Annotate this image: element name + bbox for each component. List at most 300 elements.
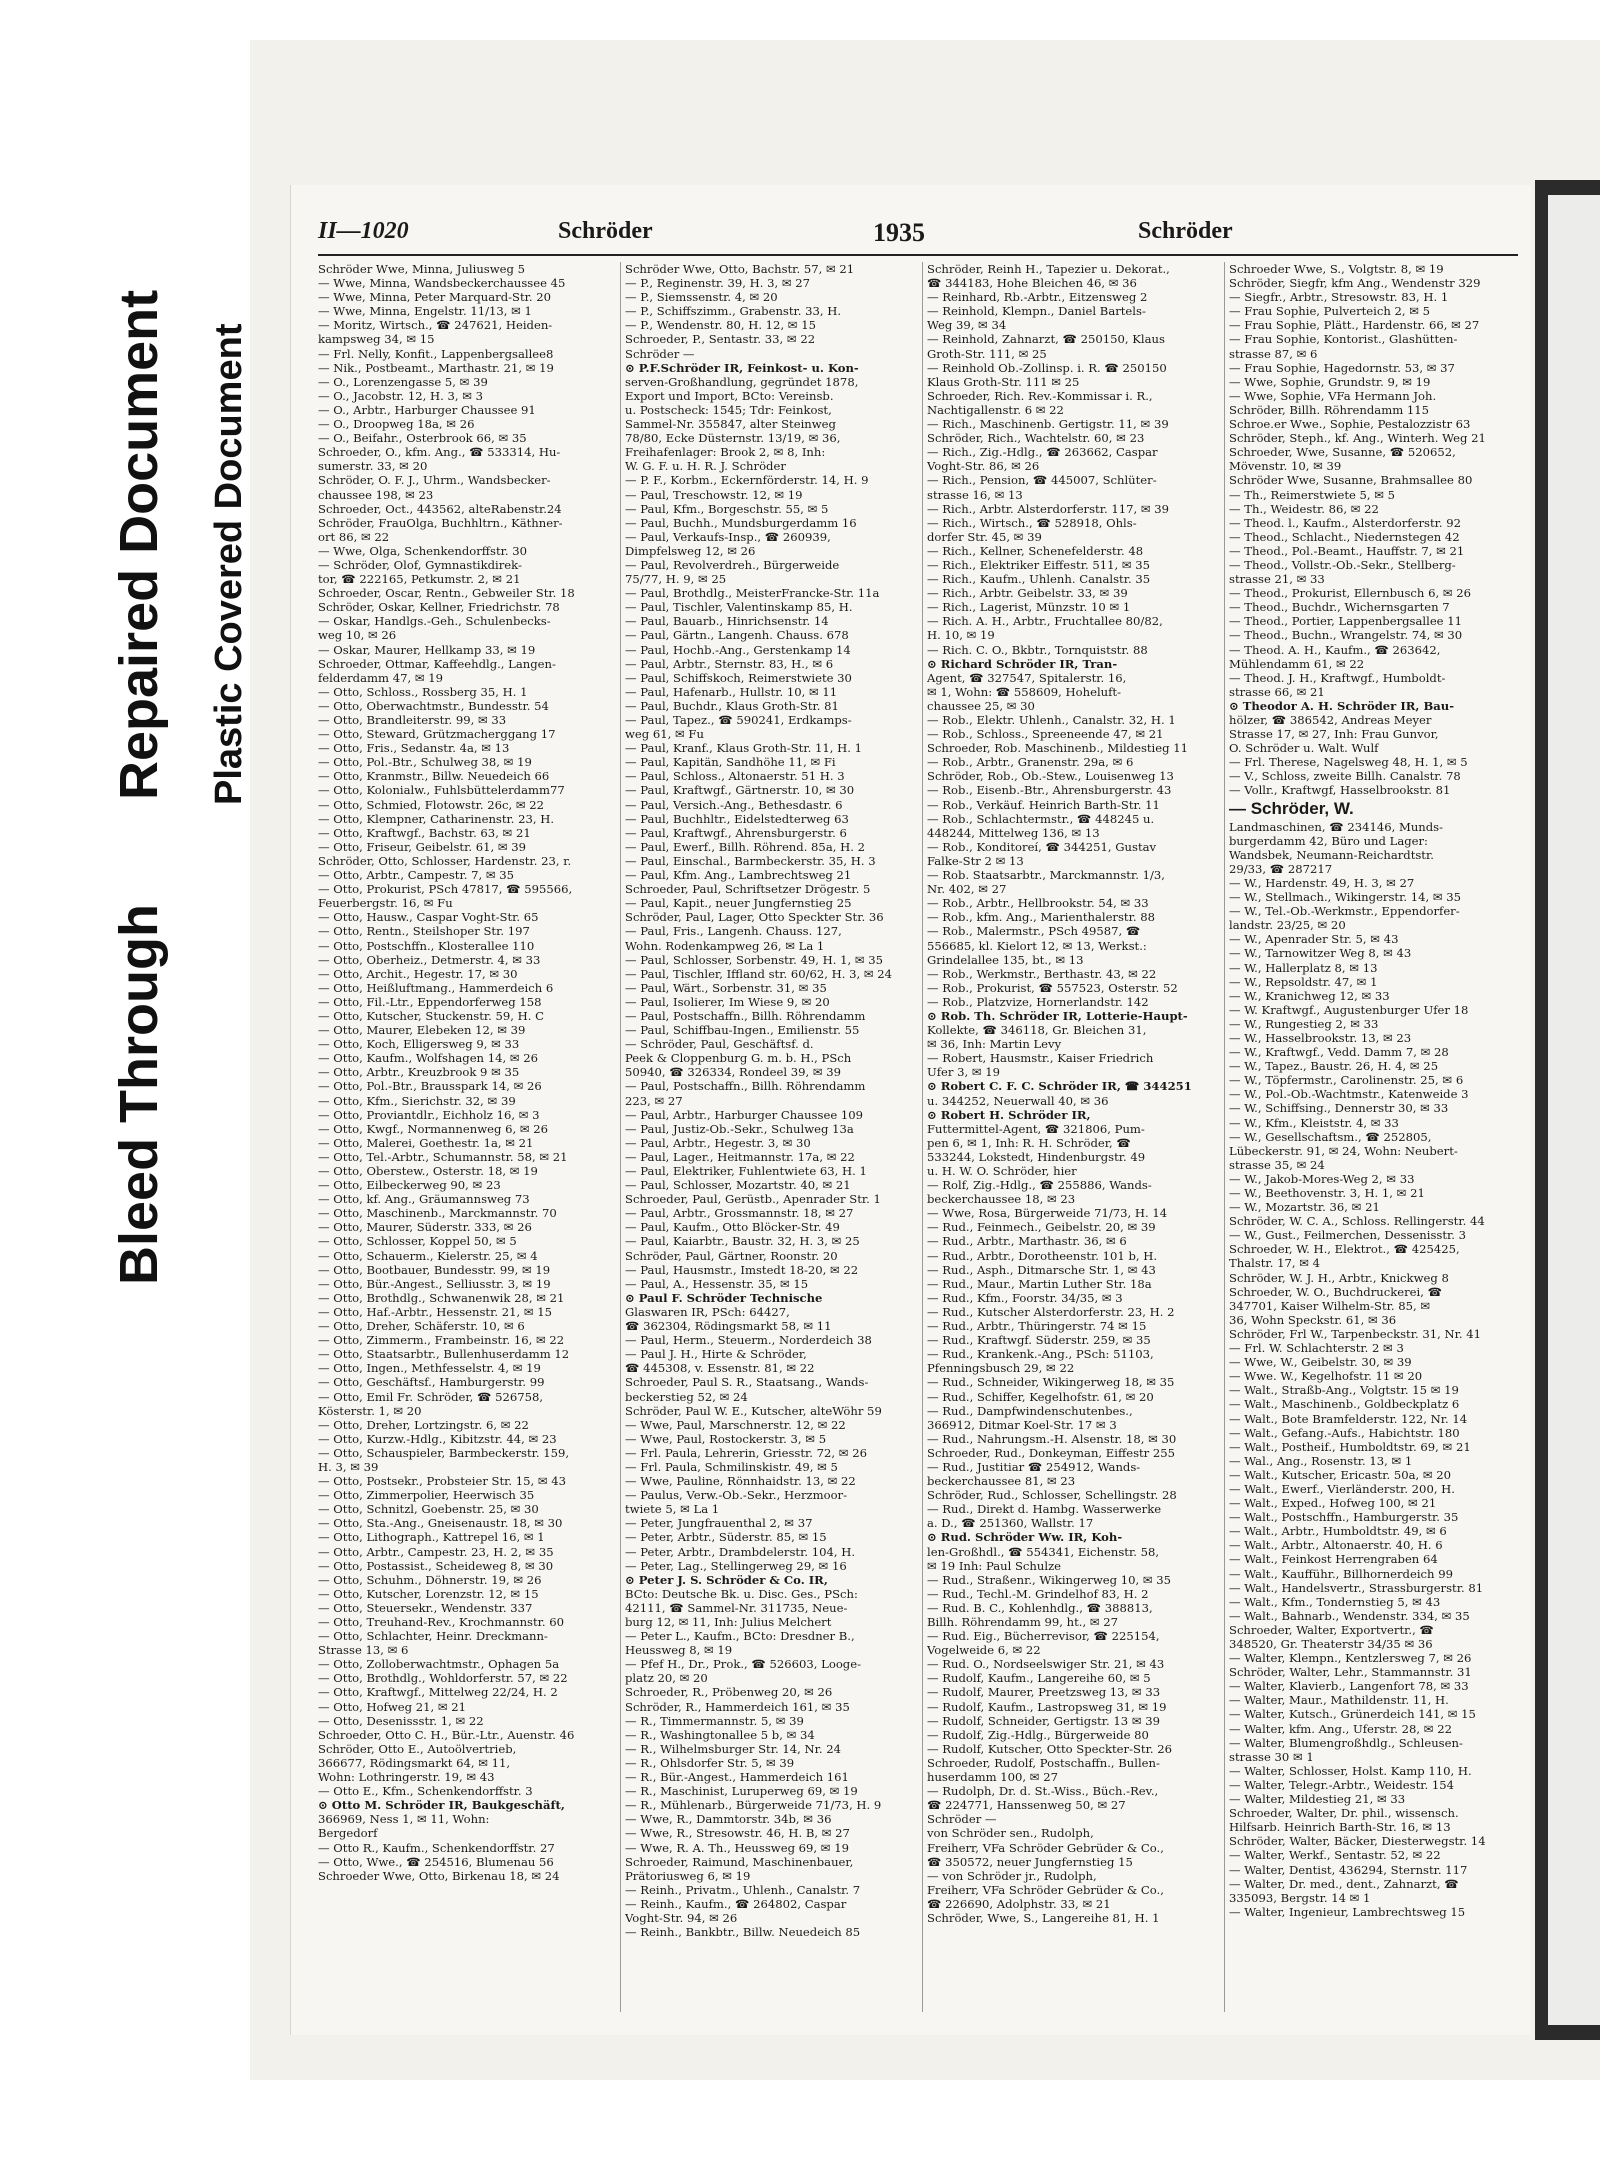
directory-entry: Wohn: Lothringerstr. 19, ✉ 43 — [318, 1770, 495, 1785]
bleed-through-stamp: Bleed Through — [109, 904, 169, 1285]
directory-entry: — Walter, Schlosser, Holst. Kamp 110, H. — [1229, 1763, 1472, 1778]
directory-entry: 533244, Lokstedt, Hindenburgstr. 49 — [927, 1149, 1146, 1164]
directory-entry: — Walter, Kutsch., Grünerdeich 141, ✉ 15 — [1229, 1707, 1476, 1722]
directory-entry: Weg 39, ✉ 34 — [927, 318, 1007, 333]
directory-entry: — von Schröder jr., Rudolph, — [927, 1868, 1097, 1883]
directory-entry: burgerdamm 42, Büro und Lager: — [1229, 833, 1428, 848]
directory-entry: — Reinhold Ob.-Zollinsp. i. R. ☎ 250150 — [927, 360, 1167, 375]
directory-entry: W. G. F. u. H. R. J. Schröder — [625, 459, 786, 474]
directory-entry: — Otto, Steward, Grützmacherggang 17 — [318, 727, 556, 742]
directory-entry: — Otto, Prokurist, PSch 47817, ☎ 595566, — [318, 882, 573, 897]
directory-entry: — O., Arbtr., Harburger Chaussee 91 — [318, 402, 536, 417]
directory-entry: — Paul, Einschal., Barmbeckerstr. 35, H. 3 — [625, 853, 876, 868]
directory-entry: len-Großhdl., ☎ 554341, Eichenstr. 58, — [927, 1544, 1160, 1559]
directory-entry: — Rob., Arbtr., Granenstr. 29a, ✉ 6 — [927, 755, 1134, 770]
directory-entry: Groth-Str. 111, ✉ 25 — [927, 346, 1047, 361]
directory-entry: — Wwe, Sophie, Grundstr. 9, ✉ 19 — [1229, 374, 1431, 389]
directory-entry: — Otto, Fris., Sedanstr. 4a, ✉ 13 — [318, 741, 510, 756]
directory-entry: — O., Beifahr., Osterbrook 66, ✉ 35 — [318, 431, 527, 446]
directory-entry: — Paul, Kfm., Borgeschstr. 55, ✉ 5 — [625, 501, 829, 516]
directory-entry: Schroeder, R., Pröbenweg 20, ✉ 26 — [625, 1685, 833, 1700]
directory-entry: — Moritz, Wirtsch., ☎ 247621, Heiden- — [318, 318, 553, 333]
directory-entry: ⊙ Robert C. F. C. Schröder IR, ☎ 344251 — [927, 1079, 1192, 1094]
directory-entry: 348520, Gr. Theaterstr 34/35 ✉ 36 — [1229, 1637, 1433, 1651]
directory-entry: — Theod., Portier, Lappenbergsallee 11 — [1229, 614, 1462, 629]
directory-entry: Glaswaren IR, PSch: 64427, — [625, 1304, 790, 1319]
directory-entry: — Otto R., Kaufm., Schenkendorffstr. 27 — [318, 1840, 555, 1855]
directory-entry: — Paul, Kaufm., Otto Blöcker-Str. 49 — [625, 1220, 840, 1235]
directory-entry: — Theod., Buchdr., Wichernsgarten 7 — [1229, 600, 1450, 615]
directory-entry: Wandsbek, Neumann-Reichardtstr. — [1229, 847, 1434, 862]
directory-entry: Thalstr. 17, ✉ 4 — [1229, 1256, 1320, 1271]
directory-entry: sumerstr. 33, ✉ 20 — [318, 459, 428, 474]
directory-entry: — Walt., Ewerf., Vierländerstr. 200, H. — [1229, 1481, 1455, 1496]
directory-entry: — Paul, Tischler, Iffland str. 60/62, H. 3, ✉ 24 — [625, 966, 892, 981]
directory-entry: Schröder, Paul, Lager, Otto Speckter Str. 36 — [625, 910, 884, 925]
directory-entry: — Walt., Kaufführ., Billhornerdeich 99 — [1229, 1566, 1453, 1581]
directory-entry: 50940, ☎ 326334, Rondeel 39, ✉ 39 — [625, 1065, 841, 1080]
directory-entry: ☎ 350572, neuer Jungfernstieg 15 — [927, 1854, 1133, 1869]
directory-entry: — W., Kranichweg 12, ✉ 33 — [1229, 988, 1390, 1003]
directory-entry: ⊙ Rud. Schröder Ww. IR, Koh- — [927, 1530, 1123, 1545]
directory-entry: burg 12, ✉ 11, Inh: Julius Melchert — [625, 1615, 832, 1629]
directory-entry: Schröder Wwe, Minna, Juliusweg 5 — [318, 262, 526, 276]
directory-entry: Schroeder, Paul S. R., Staatsang., Wands- — [625, 1375, 869, 1390]
directory-entry: — Otto, Schloss., Rossberg 35, H. 1 — [318, 684, 528, 699]
directory-entry: — Frau Sophie, Plätt., Hardenstr. 66, ✉ 27 — [1229, 318, 1480, 333]
directory-entry: — Paul J. H., Hirte & Schröder, — [625, 1347, 807, 1362]
directory-entry: — Paul, Buchh., Mundsburgerdamm 16 — [625, 515, 857, 530]
directory-entry: — W., Tarnowitzer Weg 8, ✉ 43 — [1229, 946, 1412, 961]
directory-entry: weg 61, ✉ Fu — [625, 727, 704, 742]
directory-entry: — Paul, Isolierer, Im Wiese 9, ✉ 20 — [625, 994, 830, 1009]
repaired-document-stamp: Repaired Document — [109, 289, 169, 800]
directory-entry: — Walt., Bote Bramfelderstr. 122, Nr. 14 — [1229, 1411, 1468, 1426]
directory-entry: — Walter, Dentist, 436294, Sternstr. 117 — [1229, 1862, 1468, 1877]
directory-entry: von Schröder sen., Rudolph, — [927, 1826, 1094, 1841]
directory-entry: ⊙ Theodor A. H. Schröder IR, Bau- — [1229, 698, 1455, 713]
directory-entry: Schröder, W. C. A., Schloss. Rellingerstr. 44 — [1229, 1214, 1485, 1229]
directory-entry: — Paul, Versich.-Ang., Bethesdastr. 6 — [625, 797, 843, 812]
directory-entry: — Paul, Arbtr., Grossmannstr. 18, ✉ 27 — [625, 1206, 854, 1221]
directory-entry: — Rudolf, Kutscher, Otto Speckter-Str. 26 — [927, 1741, 1172, 1756]
directory-entry: — Rud., Techl.-M. Grindelhof 83, H. 2 — [927, 1586, 1149, 1601]
directory-entry: Schroeder, Wwe, Susanne, ☎ 520652, — [1229, 445, 1456, 460]
directory-entry: — W., Gust., Feilmerchen, Dessenisstr. 3 — [1229, 1228, 1467, 1243]
directory-entry: — Otto, Kwgf., Normannenweg 6, ✉ 26 — [318, 1121, 549, 1136]
directory-entry: — Otto, Malerei, Goethestr. 1a, ✉ 21 — [318, 1135, 534, 1150]
facing-page — [1548, 195, 1600, 2025]
directory-entry: — Paul, Schlosser, Sorbenstr. 49, H. 1, ✉ 35 — [625, 952, 883, 967]
directory-entry: ✉ 19 Inh: Paul Schulze — [927, 1558, 1062, 1573]
directory-entry: — Paul, Herm., Steuerm., Norderdeich 38 — [625, 1333, 872, 1348]
directory-entry: Schröder, Siegfr, kfm Ang., Wendenstr 329 — [1229, 276, 1481, 291]
directory-entry: strasse 16, ✉ 13 — [927, 487, 1023, 502]
directory-entry: — Otto, Dreher, Lortzingstr. 6, ✉ 22 — [318, 1417, 529, 1432]
directory-entry: — W., Hardenstr. 49, H. 3, ✉ 27 — [1229, 875, 1415, 890]
plastic-covered-stamp: Plastic Covered Document — [208, 323, 250, 805]
directory-entry: Vogelweide 6, ✉ 22 — [927, 1643, 1041, 1658]
directory-entry: — Walter, Mildestieg 21, ✉ 33 — [1229, 1792, 1406, 1807]
directory-entry: — Reinh., Privatm., Uhlenh., Canalstr. 7 — [625, 1882, 861, 1897]
directory-entry: — R., Bür.-Angest., Hammerdeich 161 — [625, 1770, 849, 1785]
directory-entry: — Theod., Pol.-Beamt., Hauffstr. 7, ✉ 21 — [1229, 543, 1465, 558]
directory-entry: — Rud. O., Nordseelswiger Str. 21, ✉ 43 — [927, 1657, 1165, 1672]
directory-entry: — Siegfr., Arbtr., Stresowstr. 83, H. 1 — [1229, 290, 1449, 305]
directory-entry: — Rud., Dampfwindenschutenbes., — [927, 1403, 1133, 1418]
directory-entry: ☎ 445308, v. Essenstr. 81, ✉ 22 — [625, 1361, 815, 1376]
directory-entry: — Walter, Telegr.-Arbtr., Weidestr. 154 — [1229, 1777, 1455, 1792]
directory-entry: — Reinh., Kaufm., ☎ 264802, Caspar — [625, 1896, 847, 1911]
directory-entry: — Walt., Feinkost Herrengraben 64 — [1229, 1552, 1438, 1567]
directory-entry: — Otto, Arbtr., Kreuzbrook 9 ✉ 35 — [318, 1065, 520, 1080]
directory-entry: — Walt., Straßb-Ang., Volgtstr. 15 ✉ 19 — [1229, 1383, 1459, 1398]
directory-entry: — Otto, Schlosser, Koppel 50, ✉ 5 — [318, 1234, 517, 1249]
directory-entry: — Walt., Exped., Hofweg 100, ✉ 21 — [1229, 1496, 1437, 1511]
directory-entry: — Otto, Kraftwgf., Bachstr. 63, ✉ 21 — [318, 825, 531, 840]
directory-entry: — Paul, Kapitän, Sandhöhe 11, ✉ Fi — [625, 755, 836, 770]
directory-entry: ⊙ Peter J. S. Schröder & Co. IR, — [625, 1572, 828, 1587]
directory-entry: — Rich., Kellner, Schenefelderstr. 48 — [927, 543, 1144, 558]
directory-entry: — Paul, Schloss., Altonaerstr. 51 H. 3 — [625, 769, 845, 784]
directory-entry: — Rob., Prokurist, ☎ 557523, Osterstr. 52 — [927, 980, 1178, 995]
directory-entry: — P., Reginenstr. 39, H. 3, ✉ 27 — [625, 276, 811, 291]
page-number: II—1020 — [318, 218, 409, 244]
directory-entry: Schroeder, Walter, Dr. phil., wissensch. — [1229, 1806, 1459, 1821]
directory-entry: Peek & Cloppenburg G. m. b. H., PSch — [625, 1051, 852, 1066]
directory-entry: ort 86, ✉ 22 — [318, 529, 390, 544]
directory-entry: — Otto, Kurzw.-Hdlg., Kibitzstr. 44, ✉ 23 — [318, 1431, 557, 1446]
directory-entry: — Rich., Wirtsch., ☎ 528918, Ohls- — [927, 515, 1137, 530]
directory-entry: — Otto, Ingen., Methfesselstr. 4, ✉ 19 — [318, 1361, 541, 1376]
directory-entry: 75/77, H. 9, ✉ 25 — [625, 572, 727, 587]
directory-entry: — Walt., Postschffn., Hamburgerstr. 35 — [1229, 1510, 1459, 1525]
directory-entry: Wohn. Rodenkampweg 26, ✉ La 1 — [625, 938, 825, 953]
directory-entry: Schröder, Walter, Bäcker, Diesterwegstr. 14 — [1229, 1834, 1486, 1849]
directory-entry: Schröder, FrauOlga, Buchhltrn., Käthner- — [318, 515, 563, 530]
directory-entry: Schröder, Rob., Ob.-Stew., Louisenweg 13 — [927, 769, 1174, 784]
directory-entry: Heussweg 8, ✉ 19 — [625, 1643, 733, 1658]
directory-entry: Schroeder, Oscar, Rentn., Gebweiler Str. 18 — [318, 586, 575, 601]
directory-entry: — Peter L., Kaufm., BCto: Dresdner B., — [625, 1629, 855, 1644]
directory-entry: — Paul, Buchhltr., Eidelstedterweg 63 — [625, 811, 849, 826]
column-3 — [922, 262, 1217, 2012]
directory-entry: Schroeder, Paul, Gerüstb., Apenrader Str. 1 — [625, 1192, 881, 1207]
directory-entry: Kollekte, ☎ 346118, Gr. Bleichen 31, — [927, 1023, 1147, 1038]
directory-entry: — Paul, Tapez., ☎ 590241, Erdkamps- — [625, 713, 852, 727]
directory-entry: — Otto, Geschäftsf., Hamburgerstr. 99 — [318, 1375, 545, 1390]
directory-entry: — Walt., Gefang.-Aufs., Habichtstr. 180 — [1229, 1425, 1460, 1440]
directory-entry: — Otto, Hausw., Caspar Voght-Str. 65 — [318, 910, 539, 925]
directory-entry: Grindelallee 135, bt., ✉ 13 — [927, 952, 1084, 967]
directory-entry: — Frau Sophie, Pulverteich 2, ✉ 5 — [1229, 304, 1431, 319]
directory-entry: Schröder, Billh. Röhrendamm 115 — [1229, 402, 1430, 417]
directory-entry: — Otto, Friseur, Geibelstr. 61, ✉ 39 — [318, 839, 527, 854]
directory-entry: — Rob., Malermstr., PSch 49587, ☎ — [927, 924, 1141, 939]
directory-entry: — Rich., Elektriker Eiffestr. 511, ✉ 35 — [927, 557, 1150, 572]
directory-entry: — Otto, Treuhand-Rev., Krochmannstr. 60 — [318, 1615, 565, 1629]
directory-entry: — Rob., Platzvize, Hornerlandstr. 142 — [927, 994, 1149, 1009]
directory-entry: 36, Wohn Speckstr. 61, ✉ 36 — [1229, 1312, 1397, 1327]
directory-entry: Schroeder, Ottmar, Kaffeehdlg., Langen- — [318, 656, 556, 671]
directory-entry: Schröder, Wwe, S., Langereihe 81, H. 1 — [927, 1910, 1160, 1925]
directory-entry: — Rud., Straßenr., Wikingerweg 10, ✉ 35 — [927, 1572, 1172, 1587]
header-year: 1935 — [873, 218, 925, 247]
directory-entry: Schroeder, Rob. Maschinenb., Mildestieg 11 — [927, 741, 1188, 756]
directory-entry: landstr. 23/25, ✉ 20 — [1229, 918, 1346, 933]
directory-entry: — W., Beethovenstr. 3, H. 1, ✉ 21 — [1229, 1186, 1425, 1200]
directory-entry: Freiherr, VFa Schröder Gebrüder & Co., — [927, 1882, 1164, 1897]
directory-entry: strasse 21, ✉ 33 — [1229, 572, 1325, 587]
directory-entry: — Paul, Hafenarb., Hullstr. 10, ✉ 11 — [625, 684, 838, 699]
directory-entry: — W., Hasselbrookstr. 13, ✉ 23 — [1229, 1030, 1412, 1045]
directory-entry: — R., Washingtonallee 5 b, ✉ 34 — [625, 1727, 815, 1742]
directory-entry: Schröder Wwe, Susanne, Brahmsallee 80 — [1229, 473, 1473, 488]
directory-entry: — Otto, Zolloberwachtmstr., Ophagen 5a — [318, 1657, 560, 1672]
directory-entry: — Rud., Arbtr., Marthastr. 36, ✉ 6 — [927, 1234, 1127, 1249]
directory-entry: — W., Gesellschaftsm., ☎ 252805, — [1229, 1129, 1432, 1144]
directory-entry: Falke-Str 2 ✉ 13 — [927, 853, 1024, 868]
directory-entry: — Frl. Paula, Schmilinskistr. 49, ✉ 5 — [625, 1459, 838, 1474]
directory-entry: — Rudolf, Maurer, Preetzsweg 13, ✉ 33 — [927, 1685, 1161, 1700]
directory-entry: — Peter, Jungfrauenthal 2, ✉ 37 — [625, 1516, 813, 1531]
directory-entry: Schroeder, W. H., Elektrot., ☎ 425425, — [1229, 1242, 1460, 1257]
directory-entry: — Rud., Arbtr., Dorotheenstr. 101 b, H. — [927, 1248, 1158, 1263]
directory-entry: Dimpfelsweg 12, ✉ 26 — [625, 543, 756, 558]
directory-entry: Lübeckerstr. 91, ✉ 24, Wohn: Neubert- — [1229, 1143, 1458, 1158]
directory-entry: — Otto, Arbtr., Campestr. 23, H. 2, ✉ 35 — [318, 1544, 554, 1559]
directory-entry: — Walt., Maschinenb., Goldbeckplatz 6 — [1229, 1397, 1460, 1412]
directory-entry: — Paul, Arbtr., Hegestr. 3, ✉ 30 — [625, 1135, 811, 1150]
directory-entry: Schroeder, Rich. Rev.-Kommissar i. R., — [927, 388, 1153, 403]
directory-entry: 78/80, Ecke Düsternstr. 13/19, ✉ 36, — [625, 431, 841, 446]
directory-entry: chaussee 25, ✉ 30 — [927, 698, 1035, 713]
directory-entry: — Rich. A. H., Arbtr., Fruchtallee 80/82, — [927, 614, 1163, 629]
directory-entry: Schröder, R., Hammerdeich 161, ✉ 35 — [625, 1699, 850, 1714]
directory-entry: — Otto, Desenissstr. 1, ✉ 22 — [318, 1713, 484, 1728]
directory-entry: — W., Schiffsing., Dennerstr 30, ✉ 33 — [1229, 1101, 1449, 1116]
directory-entry: — W., Kraftwgf., Vedd. Damm 7, ✉ 28 — [1229, 1045, 1449, 1060]
column-4 — [1224, 262, 1519, 2012]
directory-entry: — Wwe, Minna, Peter Marquard-Str. 20 — [318, 290, 552, 305]
directory-entry: — Paul, Fris., Langenh. Chauss. 127, — [625, 924, 842, 939]
directory-entry: Schroeder, P., Sentastr. 33, ✉ 22 — [625, 332, 816, 347]
directory-entry: Schroeder, Raimund, Maschinenbauer, — [625, 1854, 854, 1869]
directory-entry: — Frau Sophie, Kontorist., Glashütten- — [1229, 332, 1458, 347]
directory-entry: strasse 35, ✉ 24 — [1229, 1157, 1325, 1172]
directory-entry: — Frau Sophie, Hagedornstr. 53, ✉ 37 — [1229, 360, 1455, 375]
directory-entry: chaussee 198, ✉ 23 — [318, 487, 434, 502]
directory-entry: — Paul, Hausmstr., Imstedt 18-20, ✉ 22 — [625, 1262, 859, 1277]
directory-entry: Schröder, Oskar, Kellner, Friedrichstr. 78 — [318, 600, 560, 615]
directory-entry: Schroeder, Otto C. H., Bür.-Ltr., Auenstr. 46 — [318, 1727, 575, 1742]
directory-entry: dorfer Str. 45, ✉ 39 — [927, 529, 1042, 544]
directory-entry: — Rich., Maschinenb. Gertigstr. 11, ✉ 39 — [927, 417, 1169, 432]
directory-entry: — Otto, Oberstew., Osterstr. 18, ✉ 19 — [318, 1164, 538, 1178]
directory-entry: Export und Import, BCto: Vereinsb. — [625, 388, 834, 403]
directory-entry: — Otto, Postassist., Scheideweg 8, ✉ 30 — [318, 1558, 554, 1573]
directory-entry: — Wwe, Olga, Schenkendorffstr. 30 — [318, 543, 528, 558]
directory-entry: kampsweg 34, ✉ 15 — [318, 332, 435, 347]
directory-entry: — Otto, Emil Fr. Schröder, ☎ 526758, — [318, 1389, 544, 1404]
directory-entry: — Rich., Arbtr. Geibelstr. 33, ✉ 39 — [927, 586, 1128, 601]
directory-entry: 335093, Bergstr. 14 ✉ 1 — [1229, 1890, 1371, 1905]
directory-entry: — Otto, Koch, Elligersweg 9, ✉ 33 — [318, 1037, 520, 1052]
directory-entry: — Rud., Kraftwgf. Süderstr. 259, ✉ 35 — [927, 1333, 1151, 1348]
directory-entry: ⊙ Rob. Th. Schröder IR, Lotterie-Haupt- — [927, 1008, 1188, 1023]
directory-entry: — Otto, Bootbauer, Bundesstr. 99, ✉ 19 — [318, 1262, 551, 1277]
directory-entry: — Rob., Eisenb.-Btr., Ahrensburgerstr. 43 — [927, 783, 1172, 798]
directory-entry: — Paul, Gärtn., Langenh. Chauss. 678 — [625, 628, 849, 643]
directory-entry: Agent, ☎ 327547, Spitalerstr. 16, — [927, 670, 1127, 685]
directory-entry: — O., Jacobstr. 12, H. 3, ✉ 3 — [318, 388, 483, 403]
directory-entry: felderdamm 47, ✉ 19 — [318, 670, 443, 685]
directory-entry: — Rud., Schneider, Wikingerweg 18, ✉ 35 — [927, 1375, 1175, 1390]
directory-entry: — Otto, Klempner, Catharinenstr. 23, H. — [318, 811, 555, 826]
directory-entry: strasse 30 ✉ 1 — [1229, 1749, 1314, 1764]
directory-entry: Schröder, Walter, Lehr., Stammannstr. 31 — [1229, 1665, 1472, 1680]
directory-entry: — Paul, Verkaufs-Insp., ☎ 260939, — [625, 529, 831, 544]
directory-entry: ☎ 226690, Adolphstr. 33, ✉ 21 — [927, 1896, 1111, 1911]
directory-entry: — Rud. B. C., Kohlenhdlg., ☎ 388813, — [927, 1600, 1153, 1615]
directory-entry: — Rud., Nahrungsm.-H. Alsenstr. 18, ✉ 30 — [927, 1431, 1177, 1446]
directory-entry: — Otto, Eilbeckerweg 90, ✉ 23 — [318, 1178, 501, 1193]
directory-entry: — W., Rungestieg 2, ✉ 33 — [1229, 1016, 1379, 1031]
directory-entry: — Paul, Tischler, Valentinskamp 85, H. — [625, 600, 853, 615]
directory-entry: — Walt., Postheif., Humboldtstr. 69, ✉ 21 — [1229, 1439, 1471, 1454]
directory-entry: — Otto, Kutscher, Lorenzstr. 12, ✉ 15 — [318, 1586, 539, 1601]
header-name-left: Schröder — [558, 218, 653, 244]
directory-entry: — P., Siemssenstr. 4, ✉ 20 — [625, 290, 778, 305]
directory-entry: u. Postscheck: 1545; Tdr: Feinkost, — [625, 402, 832, 417]
directory-entry: — Rolf, Zig.-Hdlg., ☎ 255886, Wands- — [927, 1178, 1152, 1193]
directory-entry: — W., Hallerplatz 8, ✉ 13 — [1229, 960, 1378, 975]
directory-entry: — P., Wendenstr. 80, H. 12, ✉ 15 — [625, 318, 816, 333]
directory-entry: — Rob., Schlachtermstr., ☎ 448245 u. — [927, 811, 1155, 826]
directory-entry: Prätoriusweg 6, ✉ 19 — [625, 1868, 751, 1883]
directory-entry: — Rob., Arbtr., Hellbrookstr. 54, ✉ 33 — [927, 896, 1149, 911]
directory-entry: — Rob., Werkmstr., Berthastr. 43, ✉ 22 — [927, 966, 1157, 981]
directory-entry: — Walter, Blumengroßhdlg., Schleusen- — [1229, 1735, 1463, 1750]
directory-entry: twiete 5, ✉ La 1 — [625, 1502, 720, 1517]
directory-entry: — Paul, Ewerf., Billh. Röhrend. 85a, H. 2 — [625, 839, 865, 854]
directory-entry: Schroeder, Paul, Schriftsetzer Drögestr. 5 — [625, 882, 871, 897]
directory-entry: — Otto, Haf.-Arbtr., Hessenstr. 21, ✉ 15 — [318, 1304, 552, 1319]
directory-entry: Schröder, Rich., Wachtelstr. 60, ✉ 23 — [927, 431, 1145, 446]
directory-entry: — Paul, Kraftwgf., Gärtnerstr. 10, ✉ 30 — [625, 783, 855, 798]
directory-entry: — W. Kraftwgf., Augustenburger Ufer 18 — [1229, 1002, 1469, 1017]
directory-entry: — Otto, Pol.-Btr., Brausspark 14, ✉ 26 — [318, 1079, 542, 1094]
directory-entry: — Wwe, Pauline, Rönnhaidstr. 13, ✉ 22 — [625, 1474, 856, 1489]
directory-entry: — Otto E., Kfm., Schenkendorffstr. 3 — [318, 1784, 533, 1799]
directory-entry: — Rob., Schloss., Spreeneende 47, ✉ 21 — [927, 727, 1164, 742]
directory-entry: — Paul, Elektriker, Fuhlentwiete 63, H. 1 — [625, 1164, 867, 1178]
directory-entry: — Walt., Arbtr., Altonaerstr. 40, H. 6 — [1229, 1538, 1443, 1553]
directory-entry: Hilfsarb. Heinrich Barth-Str. 16, ✉ 13 — [1229, 1820, 1451, 1835]
directory-entry: — Paul, Kapit., neuer Jungfernstieg 25 — [625, 896, 852, 911]
directory-entry: Mövenstr. 10, ✉ 39 — [1229, 459, 1342, 474]
directory-entry: — Walt., Kutscher, Ericastr. 50a, ✉ 20 — [1229, 1467, 1452, 1482]
directory-entry: — Paul, Buchdr., Klaus Groth-Str. 81 — [625, 698, 839, 713]
directory-entry: — P., Schiffszimm., Grabenstr. 33, H. — [625, 304, 842, 319]
directory-entry: — Rich., Pension, ☎ 445007, Schlüter- — [927, 473, 1157, 488]
directory-entry: — Peter, Arbtr., Drambdelerstr. 104, H. — [625, 1544, 855, 1559]
directory-entry: — W., Jakob-Mores-Weg 2, ✉ 33 — [1229, 1171, 1415, 1186]
directory-entry: ⊙ P.F.Schröder IR, Feinkost- u. Kon- — [625, 360, 859, 375]
directory-entry: — Otto, Schmied, Flotowstr. 26c, ✉ 22 — [318, 797, 545, 812]
directory-entry: Schröder, Paul W. E., Kutscher, alteWöhr 59 — [625, 1403, 882, 1418]
directory-entry: Billh. Röhrendamm 99, ht., ✉ 27 — [927, 1615, 1118, 1629]
directory-entry: Schröder, Rud., Schlosser, Schellingstr. 28 — [927, 1488, 1177, 1503]
directory-entry: — Otto, Kaufm., Wolfshagen 14, ✉ 26 — [318, 1051, 538, 1066]
directory-entry: Sammel-Nr. 355847, alter Steinweg — [625, 417, 836, 432]
directory-entry: — Rich., Zig.-Hdlg., ☎ 263662, Caspar — [927, 445, 1158, 460]
directory-entry: — Paul, Treschowstr. 12, ✉ 19 — [625, 487, 803, 502]
directory-entry: platz 20, ✉ 20 — [625, 1671, 708, 1686]
directory-entry: — Otto, Bür.-Angest., Selliusstr. 3, ✉ 19 — [318, 1276, 551, 1291]
directory-entry: — Otto, Tel.-Arbtr., Schumannstr. 58, ✉ 21 — [318, 1149, 568, 1164]
directory-entry: — Otto, Schauspieler, Barmbeckerstr. 159, — [318, 1445, 570, 1460]
directory-entry: — Wal., Ang., Rosenstr. 13, ✉ 1 — [1229, 1453, 1413, 1468]
directory-entry: Mühlendamm 61, ✉ 22 — [1229, 656, 1365, 671]
directory-entry: — Otto, Brandleiterstr. 99, ✉ 33 — [318, 713, 507, 727]
directory-entry: — Frl. W. Schlachterstr. 2 ✉ 3 — [1229, 1341, 1404, 1356]
directory-entry: — Rudolph, Dr. d. St.-Wiss., Büch.-Rev., — [927, 1784, 1159, 1799]
directory-entry: — Otto, Pol.-Btr., Schulweg 38, ✉ 19 — [318, 755, 532, 770]
directory-entry: — Otto, Kolonialw., Fuhlsbüttelerdamm77 — [318, 783, 565, 798]
directory-entry: Nachtigallenstr. 6 ✉ 22 — [927, 402, 1064, 417]
directory-entry: — R., Wilhelmsburger Str. 14, Nr. 24 — [625, 1741, 842, 1756]
directory-entry: — Otto, Arbtr., Campestr. 7, ✉ 35 — [318, 868, 514, 883]
directory-entry: 448244, Mittelweg 136, ✉ 13 — [927, 825, 1100, 840]
directory-entry: — Peter, Lag., Stellingerweg 29, ✉ 16 — [625, 1558, 847, 1573]
directory-entry: — Otto, Lithograph., Kattrepel 16, ✉ 1 — [318, 1530, 545, 1545]
directory-entry: — Wwe, Minna, Engelstr. 11/13, ✉ 1 — [318, 304, 532, 319]
directory-entry: beckerchaussee 81, ✉ 23 — [927, 1474, 1076, 1489]
directory-entry: hölzer, ☎ 386542, Andreas Meyer — [1229, 713, 1432, 727]
directory-entry: Bergedorf — [318, 1826, 378, 1841]
directory-entry: — Rud., Arbtr., Thüringerstr. 74 ✉ 15 — [927, 1319, 1147, 1334]
directory-entry: — V., Schloss, zweite Billh. Canalstr. 78 — [1229, 769, 1461, 784]
directory-entry: Kösterstr. 1, ✉ 20 — [318, 1403, 422, 1418]
directory-entry: Schröder, W. J. H., Arbtr., Knickweg 8 — [1229, 1270, 1449, 1285]
directory-entry: — Otto, Wwe., ☎ 254516, Blumenau 56 — [318, 1854, 554, 1869]
directory-entry: Strasse 13, ✉ 6 — [318, 1643, 409, 1658]
directory-entry: — W., Pol.-Ob.-Wachtmstr., Katenweide 3 — [1229, 1087, 1469, 1102]
directory-entry: beckerchaussee 18, ✉ 23 — [927, 1192, 1076, 1207]
directory-entry: — Otto, Schauerm., Kielerstr. 25, ✉ 4 — [318, 1248, 538, 1263]
directory-entry: Pfenningsbusch 29, ✉ 22 — [927, 1361, 1075, 1376]
directory-entry: u. 344252, Neuerwall 40, ✉ 36 — [927, 1093, 1109, 1108]
directory-entry: Schröder, Paul, Gärtner, Roonstr. 20 — [625, 1248, 838, 1263]
directory-entry: — Oskar, Maurer, Hellkamp 33, ✉ 19 — [318, 642, 536, 657]
directory-entry: — Theod., Vollstr.-Ob.-Sekr., Stellberg- — [1229, 557, 1456, 572]
directory-columns — [318, 262, 1518, 2012]
directory-entry: Schroe.er Wwe., Sophie, Pestalozzistr 63 — [1229, 417, 1471, 432]
directory-entry: — Rud., Maur., Martin Luther Str. 18a — [927, 1276, 1152, 1291]
directory-entry: — Schröder, W. — [1229, 798, 1354, 818]
directory-entry: — Otto, Kraftwgf., Mittelweg 22/24, H. 2 — [318, 1685, 558, 1700]
directory-entry: — Theod. A. H., Kaufm., ☎ 263642, — [1229, 642, 1441, 657]
directory-entry: — Paul, Schiffbau-Ingen., Emilienstr. 55 — [625, 1023, 860, 1038]
directory-entry: — Rud., Kutscher Alsterdorferstr. 23, H. 2 — [927, 1304, 1175, 1319]
directory-entry: — Peter, Arbtr., Süderstr. 85, ✉ 15 — [625, 1530, 827, 1545]
directory-entry: — Walter, kfm. Ang., Uferstr. 28, ✉ 22 — [1229, 1721, 1452, 1736]
directory-entry: — Otto, Zimmerm., Frambeinstr. 16, ✉ 22 — [318, 1333, 565, 1348]
directory-entry: serven-Großhandlung, gegründet 1878, — [625, 374, 859, 389]
directory-entry: O. Schröder u. Walt. Wulf — [1229, 741, 1379, 756]
directory-entry: — Walt., Arbtr., Humboldtstr. 49, ✉ 6 — [1229, 1524, 1447, 1539]
